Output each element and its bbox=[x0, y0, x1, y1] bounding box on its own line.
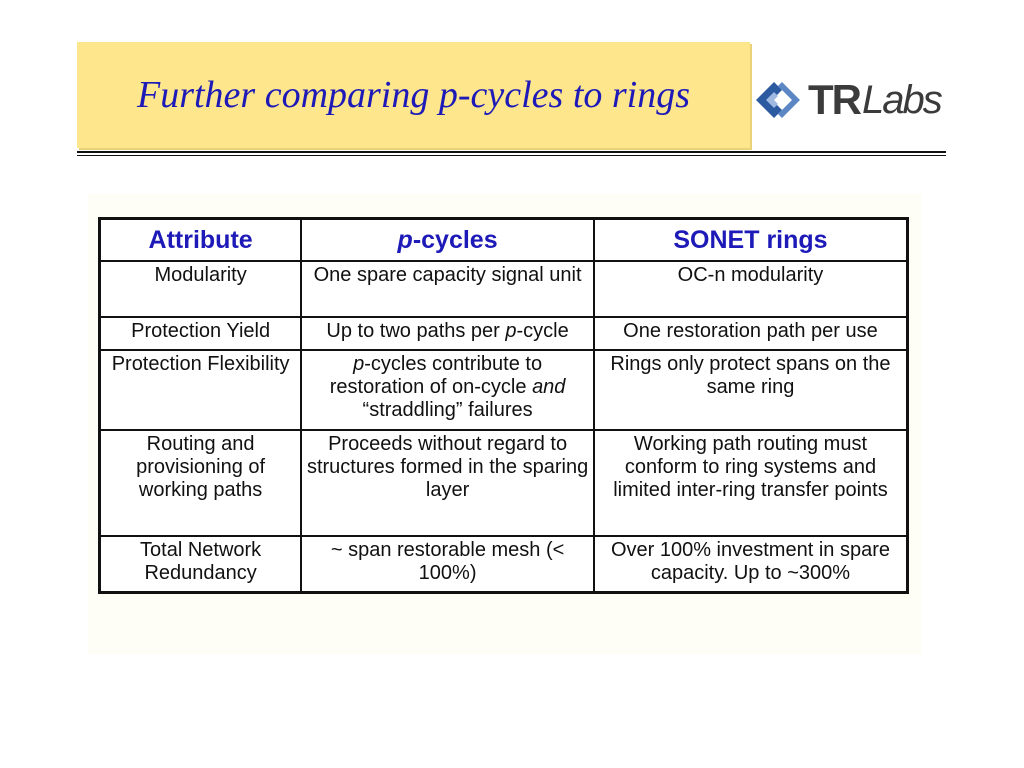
row-pcycles bbox=[301, 350, 594, 430]
trlabs-emblem-icon bbox=[752, 78, 804, 122]
row-pcycles: One spare capacity signal unit bbox=[301, 261, 594, 317]
row-sonet: Working path routing must conform to ring systems and limited inter-ring transfer points bbox=[594, 430, 908, 536]
logo-labs-text: Labs bbox=[862, 77, 941, 122]
title-rule-thin bbox=[77, 155, 946, 156]
slide-title: Further comparing p-cycles to rings bbox=[136, 74, 691, 116]
row-sonet: OC-n modularity bbox=[594, 261, 908, 317]
table-row bbox=[100, 536, 908, 592]
row-pcycles-text: -cycles contribute to restoration of on-cycle bbox=[329, 353, 543, 398]
row-pcycles: ~ span restorable mesh (< 100%) bbox=[301, 536, 594, 592]
row-sonet: Rings only protect spans on the same ring bbox=[594, 350, 908, 430]
row-pcycles-text: Up to two paths per bbox=[326, 320, 506, 342]
logo-tr-text: TR bbox=[808, 76, 860, 123]
row-attribute: Protection Flexibility bbox=[100, 350, 302, 430]
row-attribute: Modularity bbox=[100, 261, 302, 317]
row-pcycles-text: “straddling” failures bbox=[362, 399, 533, 421]
row-attribute: Protection Yield bbox=[100, 317, 302, 350]
header-attribute: Attribute bbox=[100, 219, 302, 262]
row-pcycles-italic-p: p bbox=[353, 353, 365, 375]
table-row bbox=[100, 261, 908, 317]
row-pcycles bbox=[301, 317, 594, 350]
header-sonet: SONET rings bbox=[594, 219, 908, 262]
table-row bbox=[100, 317, 908, 350]
table-row bbox=[100, 350, 908, 430]
table-row bbox=[100, 430, 908, 536]
trlabs-logo bbox=[752, 70, 952, 130]
header-pcycles-p: p bbox=[397, 225, 413, 254]
row-pcycles-text: -cycle bbox=[516, 320, 569, 342]
header-pcycles bbox=[301, 219, 594, 262]
title-rule-thick bbox=[77, 151, 946, 153]
title-box bbox=[77, 42, 750, 148]
row-attribute: Total Network Redundancy bbox=[100, 536, 302, 592]
row-pcycles-italic-and: and bbox=[532, 376, 566, 398]
row-pcycles-italic-p: p bbox=[505, 320, 517, 342]
row-pcycles: Proceeds without regard to structures formed in the sparing layer bbox=[301, 430, 594, 536]
comparison-table bbox=[98, 217, 909, 594]
row-sonet: Over 100% investment in spare capacity. Up to ~300% bbox=[594, 536, 908, 592]
row-attribute: Routing and provisioning of working paths bbox=[100, 430, 302, 536]
row-sonet: One restoration path per use bbox=[594, 317, 908, 350]
header-row bbox=[100, 219, 908, 262]
header-pcycles-rest: -cycles bbox=[412, 225, 498, 254]
